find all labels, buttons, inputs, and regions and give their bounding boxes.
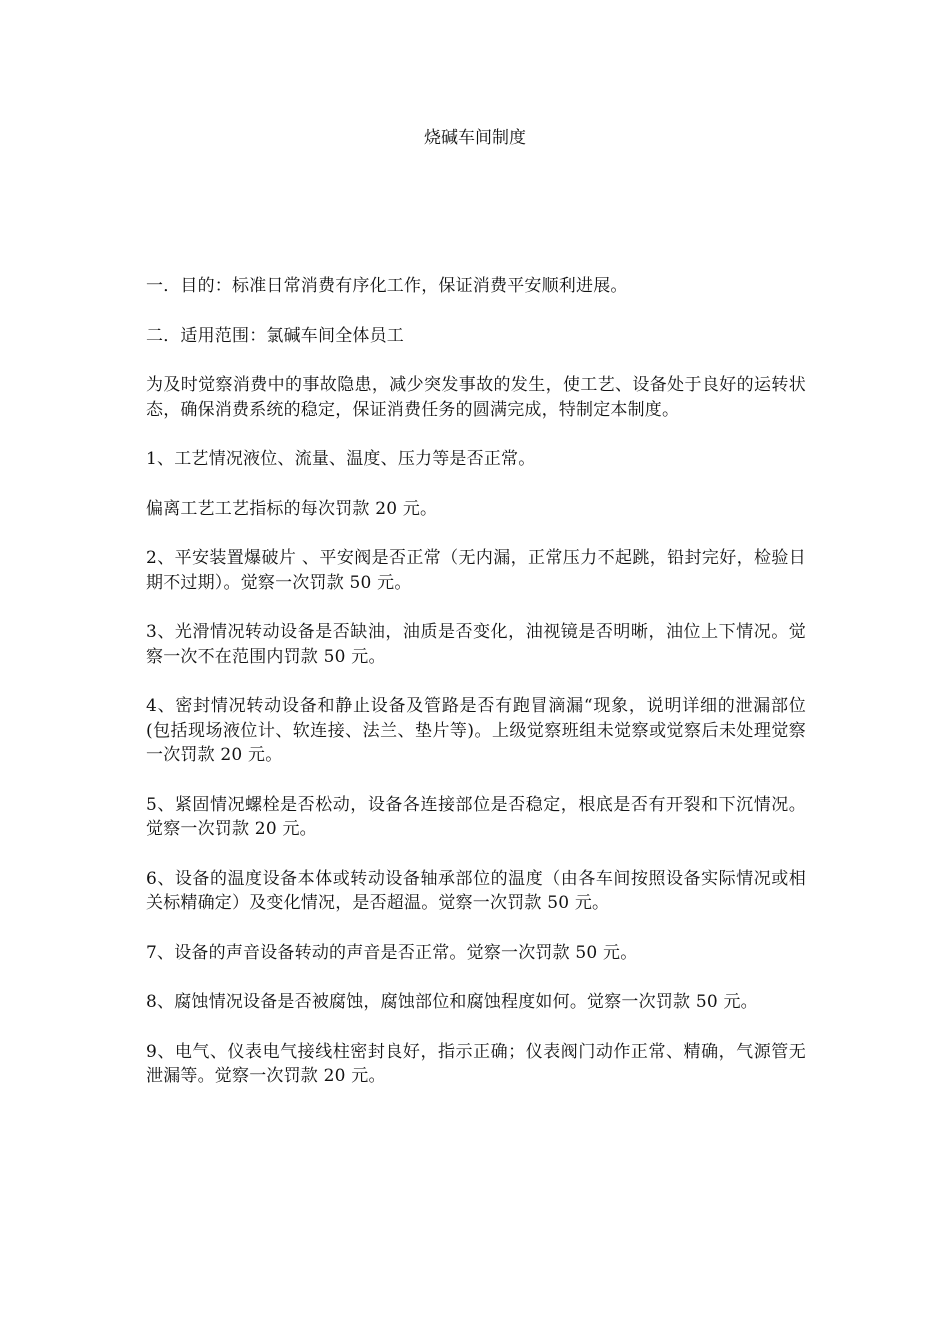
paragraph-item-1-penalty: 偏离工艺工艺指标的每次罚款 20 元。 xyxy=(146,498,438,519)
paragraph-item-1: 1、工艺情况液位、流量、温度、压力等是否正常。 xyxy=(146,449,536,469)
paragraph-item-4: 4、密封情况转动设备和静止设备及管路是否有跑冒滴漏“现象，说明详细的泄漏部位(包括现场液位计、软连接、法兰、垫片等)。上级觉察班组未觉察或觉察后未处理觉察一次罚款 20 元。 xyxy=(146,696,806,765)
document-body xyxy=(146,274,806,1114)
paragraph-purpose: 一．目的：标准日常消费有序化工作，保证消费平安顺利进展。 xyxy=(146,276,628,296)
paragraph-item-8: 8、腐蚀情况设备是否被腐蚀，腐蚀部位和腐蚀程度如何。觉察一次罚款 50 元。 xyxy=(146,992,758,1012)
paragraph-item-7: 7、设备的声音设备转动的声音是否正常。觉察一次罚款 50 元。 xyxy=(146,942,638,963)
paragraph-intro: 为及时觉察消费中的事故隐患，减少突发事故的发生，使工艺、设备处于良好的运转状态，确保消费系统的稳定，保证消费任务的圆满完成，特制定本制度。 xyxy=(146,375,806,420)
document-title: 烧碱车间制度 xyxy=(424,128,526,148)
paragraph-item-2: 2、平安装置爆破片 、平安阀是否正常（无内漏，正常压力不起跳，铅封完好，检验日期不过期）。觉察一次罚款 50 元。 xyxy=(146,548,806,593)
paragraph-item-9: 9、电气、仪表电气接线柱密封良好，指示正确；仪表阀门动作正常、精确，气源管无泄漏等。觉察一次罚款 20 元。 xyxy=(146,1041,806,1086)
paragraph-scope: 二．适用范围：氯碱车间全体员工 xyxy=(146,325,404,346)
paragraph-item-6: 6、设备的温度设备本体或转动设备轴承部位的温度（由各车间按照设备实际情况或相关标精确定）及变化情况，是否超温。觉察一次罚款 50 元。 xyxy=(146,868,806,913)
paragraph-item-5: 5、紧固情况螺栓是否松动，设备各连接部位是否稳定，根底是否有开裂和下沉情况。觉察一次罚款 20 元。 xyxy=(146,794,806,839)
paragraph-item-3: 3、光滑情况转动设备是否缺油，油质是否变化，油视镜是否明晰，油位上下情况。觉察一次不在范围内罚款 50 元。 xyxy=(146,622,806,667)
